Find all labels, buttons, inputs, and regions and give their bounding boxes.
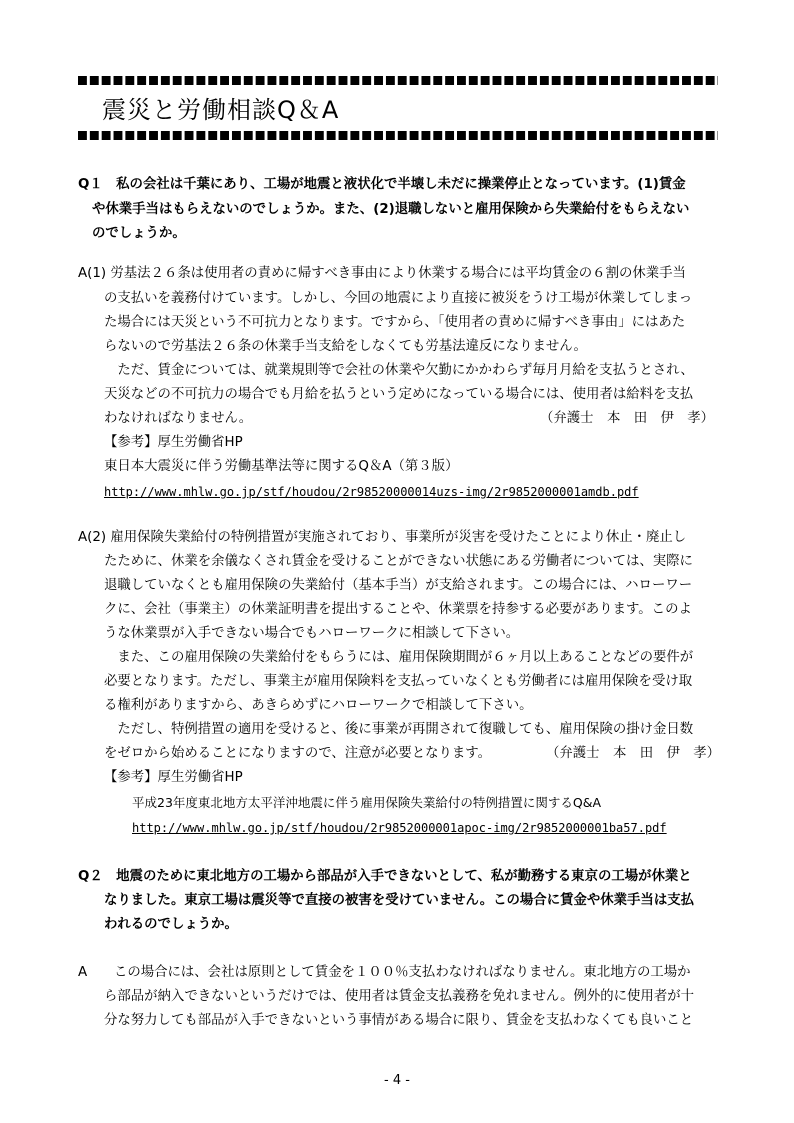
a1-line-5: ただ、賃金については、就業規則等で会社の休業や欠勤にかかわらず毎月月給を支払うとされ、	[104, 363, 694, 378]
q2-line-1: Q２ 地震のために東北地方の工場から部品が入手できないとして、私が勤務する東京の工場が休業と	[78, 869, 692, 884]
a2-ref-title: 平成23年度東北地方太平洋沖地震に伴う雇用保険失業給付の特例措置に関するQ&A	[132, 795, 602, 810]
a2-line-10: をゼロから始めることになりますので、注意が必要となります。	[104, 746, 491, 761]
a2-line-1: A(2) 雇用保険失業給付の特例措置が実施されており、事業所が災害を受けたことにより休止・廃止し	[78, 530, 687, 545]
a1-line-3: た場合には天災という不可抗力となります。ですから、「使用者の責めに帰すべき事由」にはあた	[104, 315, 686, 330]
a1-line-6: 天災などの不可抗力の場合でも月給を払うという定めになっている場合には、使用者は給料を支払	[104, 387, 694, 402]
a2-signature: （弁護士 本 田 伊 孝）	[546, 746, 721, 761]
q2-line-3: われるのでしょうか。	[104, 917, 238, 932]
a2-line-4: クに、会社（事業主）の休業証明書を提出することや、休業票を持参する必要があります。このよ	[104, 602, 692, 617]
a1-ref-label: 【参考】厚生労働省HP	[104, 435, 243, 450]
q1-line-1: Q１ 私の会社は千葉にあり、工場が地震と液状化で半壊し未だに操業停止となっています。(1)賃金	[78, 177, 686, 192]
a1-ref-title: 東日本大震災に伴う労働基準法等に関するQ＆A（第３版）	[104, 459, 459, 474]
a3-line-2: ら部品が納入できないというだけでは、使用者は賃金支払義務を免れません。例外的に使用者が十	[104, 989, 694, 1004]
a2-ref-label: 【参考】厚生労働省HP	[104, 770, 243, 785]
a1-line-2: の支払いを義務付けています。しかし、今回の地震により直接に被災をうけ工場が休業してしまっ	[104, 291, 693, 306]
a1-ref-link[interactable]: http://www.mhlw.go.jp/stf/houdou/2r98520000014uzs-img/2r9852000001amdb.pdf	[104, 485, 639, 499]
title-bottom-border	[78, 131, 718, 140]
page-title: 震災と労働相談Q＆A	[102, 96, 340, 124]
q2-line-2: なりました。東京工場は震災等で直接の被害を受けていません。この場合に賃金や休業手当は支払	[104, 893, 694, 908]
a1-line-4: らないので労基法２６条の休業手当支給をしなくても労基法違反になりません。	[104, 339, 587, 354]
a2-line-9: ただし、特例措置の適用を受けると、後に事業が再開されて復職しても、雇用保険の掛け金日数	[104, 722, 694, 737]
a2-line-5: うな休業票が入手できない場合でもハローワークに相談して下さい。	[104, 626, 520, 641]
page-number: - 4 -	[384, 1073, 410, 1088]
a3-line-1: A この場合には、会社は原則として賃金を１００％支払わなければなりません。東北地方の工場か	[78, 965, 691, 980]
a2-ref-link[interactable]: http://www.mhlw.go.jp/stf/houdou/2r9852000001apoc-img/2r9852000001ba57.pdf	[132, 821, 667, 835]
q1-line-2: や休業手当はもらえないのでしょうか。また、(2)退職しないと雇用保険から失業給付をもらえない	[92, 202, 690, 217]
a2-line-6: また、この雇用保険の失業給付をもらうには、雇用保険期間が６ヶ月以上あることなどの要件が	[104, 650, 694, 665]
a1-line-7: わなければなりません。	[104, 411, 253, 426]
a1-line-1: A(1) 労基法２６条は使用者の責めに帰すべき事由により休業する場合には平均賃金の６割の休業手当	[78, 266, 686, 281]
a3-line-3: 分な努力しても部品が入手できないという事情がある場合に限り、賃金を支払わなくても良いこと	[104, 1013, 694, 1028]
a1-signature: （弁護士 本 田 伊 孝）	[540, 411, 715, 426]
a2-line-8: る権利がありますから、あきらめずにハローワークで相談して下さい。	[104, 698, 533, 713]
q1-line-3: のでしょうか。	[92, 226, 186, 241]
a2-line-3: 退職していなくとも雇用保険の失業給付（基本手当）が支給されます。この場合には、ハローワー	[104, 578, 693, 593]
title-top-border	[78, 76, 718, 85]
a2-line-2: たために、休業を余儀なくされ賃金を受けることができない状態にある労働者については、実際に	[104, 554, 693, 569]
a2-line-7: 必要となります。ただし、事業主が雇用保険料を支払っていなくとも労働者には雇用保険を受け取	[104, 674, 693, 689]
